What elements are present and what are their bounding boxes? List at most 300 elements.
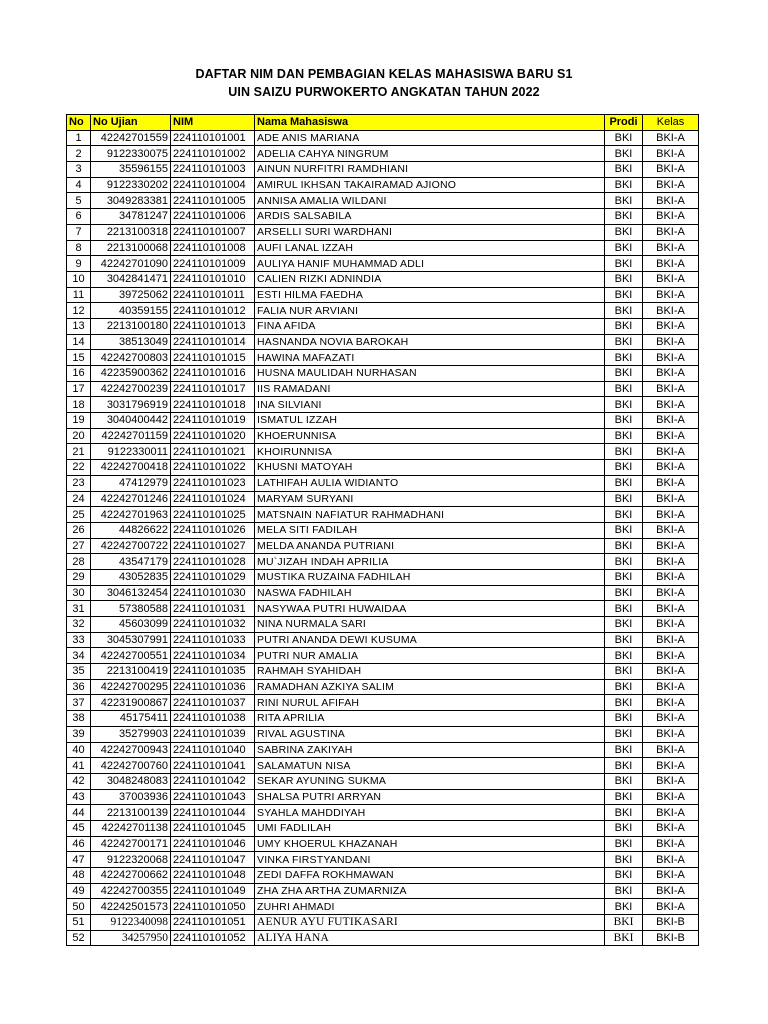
cell-nama: FINA AFIDA (255, 318, 605, 334)
cell-no: 41 (67, 758, 91, 774)
cell-no-ujian: 2213100419 (91, 664, 171, 680)
cell-no: 8 (67, 240, 91, 256)
cell-prodi: BKI (605, 413, 643, 429)
cell-no: 7 (67, 224, 91, 240)
cell-no: 4 (67, 177, 91, 193)
cell-nim: 224110101048 (171, 868, 255, 884)
table-row (67, 381, 699, 397)
cell-no-ujian: 3048248083 (91, 773, 171, 789)
cell-no-ujian: 42242700171 (91, 836, 171, 852)
cell-no-ujian: 9122340098 (91, 915, 171, 931)
cell-prodi: BKI (605, 758, 643, 774)
cell-prodi: BKI (605, 695, 643, 711)
cell-nim: 224110101003 (171, 162, 255, 178)
cell-nama: KHUSNI MATOYAH (255, 460, 605, 476)
cell-nim: 224110101004 (171, 177, 255, 193)
cell-nim: 224110101025 (171, 507, 255, 523)
cell-nim: 224110101014 (171, 334, 255, 350)
cell-kelas: BKI-A (643, 805, 699, 821)
cell-kelas: BKI-A (643, 350, 699, 366)
table-row (67, 569, 699, 585)
cell-nim: 224110101019 (171, 413, 255, 429)
cell-no: 48 (67, 868, 91, 884)
cell-no-ujian: 2213100068 (91, 240, 171, 256)
table-row (67, 350, 699, 366)
table-row (67, 899, 699, 915)
cell-nama: NASYWAA PUTRI HUWAIDAA (255, 601, 605, 617)
cell-kelas: BKI-A (643, 554, 699, 570)
cell-nim: 224110101038 (171, 711, 255, 727)
cell-prodi: BKI (605, 601, 643, 617)
cell-nim: 224110101045 (171, 820, 255, 836)
cell-no: 51 (67, 915, 91, 931)
cell-no-ujian: 42242701963 (91, 507, 171, 523)
table-row (67, 507, 699, 523)
cell-prodi: BKI (605, 428, 643, 444)
cell-no: 44 (67, 805, 91, 821)
cell-nama: AUFI LANAL IZZAH (255, 240, 605, 256)
cell-nim: 224110101008 (171, 240, 255, 256)
cell-no: 14 (67, 334, 91, 350)
table-row (67, 318, 699, 334)
cell-no-ujian: 45175411 (91, 711, 171, 727)
cell-no-ujian: 47412979 (91, 475, 171, 491)
cell-prodi: BKI (605, 664, 643, 680)
cell-no: 22 (67, 460, 91, 476)
cell-kelas: BKI-A (643, 648, 699, 664)
cell-kelas: BKI-A (643, 146, 699, 162)
cell-prodi: BKI (605, 303, 643, 319)
cell-kelas: BKI-A (643, 899, 699, 915)
cell-no-ujian: 9122330011 (91, 444, 171, 460)
cell-prodi: BKI (605, 915, 643, 931)
cell-prodi: BKI (605, 507, 643, 523)
cell-nim: 224110101023 (171, 475, 255, 491)
cell-prodi: BKI (605, 522, 643, 538)
cell-no-ujian: 42242700662 (91, 868, 171, 884)
cell-nama: KHOIRUNNISA (255, 444, 605, 460)
cell-nim: 224110101037 (171, 695, 255, 711)
cell-nama: ESTI HILMA FAEDHA (255, 287, 605, 303)
cell-kelas: BKI-A (643, 130, 699, 146)
table-row (67, 554, 699, 570)
cell-no-ujian: 38513049 (91, 334, 171, 350)
cell-nim: 224110101028 (171, 554, 255, 570)
table-row (67, 538, 699, 554)
cell-prodi: BKI (605, 350, 643, 366)
table-row (67, 162, 699, 178)
cell-prodi: BKI (605, 679, 643, 695)
cell-kelas: BKI-A (643, 162, 699, 178)
cell-kelas: BKI-A (643, 569, 699, 585)
cell-kelas: BKI-A (643, 789, 699, 805)
cell-no: 28 (67, 554, 91, 570)
cell-prodi: BKI (605, 271, 643, 287)
table-row (67, 758, 699, 774)
cell-kelas: BKI-A (643, 883, 699, 899)
cell-nama: PUTRI ANANDA DEWI KUSUMA (255, 632, 605, 648)
cell-no: 5 (67, 193, 91, 209)
table-row (67, 475, 699, 491)
cell-no-ujian: 42242701090 (91, 256, 171, 272)
cell-no: 3 (67, 162, 91, 178)
cell-nama: SABRINA ZAKIYAH (255, 742, 605, 758)
cell-nama: UMY KHOERUL KHAZANAH (255, 836, 605, 852)
cell-kelas: BKI-A (643, 695, 699, 711)
cell-no-ujian: 9122330202 (91, 177, 171, 193)
table-row (67, 444, 699, 460)
cell-prodi: BKI (605, 820, 643, 836)
table-row (67, 679, 699, 695)
table-body (67, 130, 699, 946)
cell-nama: ADELIA CAHYA NINGRUM (255, 146, 605, 162)
cell-prodi: BKI (605, 366, 643, 382)
table-row (67, 852, 699, 868)
table-row (67, 366, 699, 382)
cell-nama: ADE ANIS MARIANA (255, 130, 605, 146)
cell-nama: ZHA ZHA ARTHA ZUMARNIZA (255, 883, 605, 899)
cell-no: 33 (67, 632, 91, 648)
cell-no: 16 (67, 366, 91, 382)
cell-no: 20 (67, 428, 91, 444)
table-row (67, 930, 699, 946)
cell-nim: 224110101022 (171, 460, 255, 476)
cell-nama: MUSTIKA RUZAINA FADHILAH (255, 569, 605, 585)
cell-nim: 224110101001 (171, 130, 255, 146)
cell-kelas: BKI-A (643, 303, 699, 319)
cell-no-ujian: 42242700760 (91, 758, 171, 774)
document-title: DAFTAR NIM DAN PEMBAGIAN KELAS MAHASISWA BARU S1 (195, 67, 573, 81)
cell-nama: UMI FADLILAH (255, 820, 605, 836)
column-header-no-ujian: No Ujian (91, 115, 171, 131)
cell-kelas: BKI-A (643, 742, 699, 758)
cell-nim: 224110101024 (171, 491, 255, 507)
cell-no-ujian: 42242700295 (91, 679, 171, 695)
cell-no-ujian: 35596155 (91, 162, 171, 178)
cell-kelas: BKI-A (643, 428, 699, 444)
cell-nama: RIVAL AGUSTINA (255, 726, 605, 742)
table-row (67, 805, 699, 821)
cell-nama: HUSNA MAULIDAH NURHASAN (255, 366, 605, 382)
cell-no-ujian: 42242701159 (91, 428, 171, 444)
cell-no: 13 (67, 318, 91, 334)
cell-prodi: BKI (605, 538, 643, 554)
table-row (67, 632, 699, 648)
cell-no: 32 (67, 617, 91, 633)
cell-no-ujian: 34781247 (91, 209, 171, 225)
cell-prodi: BKI (605, 632, 643, 648)
cell-nim: 224110101006 (171, 209, 255, 225)
table-row (67, 648, 699, 664)
cell-nama: MELDA ANANDA PUTRIANI (255, 538, 605, 554)
cell-prodi: BKI (605, 193, 643, 209)
cell-prodi: BKI (605, 444, 643, 460)
cell-no: 11 (67, 287, 91, 303)
cell-nim: 224110101033 (171, 632, 255, 648)
cell-kelas: BKI-B (643, 915, 699, 931)
cell-no-ujian: 40359155 (91, 303, 171, 319)
table-row (67, 428, 699, 444)
cell-prodi: BKI (605, 789, 643, 805)
cell-no-ujian: 45603099 (91, 617, 171, 633)
cell-kelas: BKI-A (643, 507, 699, 523)
cell-no-ujian: 44826622 (91, 522, 171, 538)
cell-nim: 224110101009 (171, 256, 255, 272)
cell-nim: 224110101046 (171, 836, 255, 852)
table-row (67, 256, 699, 272)
cell-prodi: BKI (605, 334, 643, 350)
cell-no: 29 (67, 569, 91, 585)
cell-prodi: BKI (605, 836, 643, 852)
table-row (67, 773, 699, 789)
cell-kelas: BKI-A (643, 601, 699, 617)
cell-kelas: BKI-A (643, 585, 699, 601)
cell-nim: 224110101012 (171, 303, 255, 319)
cell-no: 40 (67, 742, 91, 758)
cell-nama: AINUN NURFITRI RAMDHIANI (255, 162, 605, 178)
cell-kelas: BKI-A (643, 664, 699, 680)
table-row (67, 915, 699, 931)
cell-nim: 224110101029 (171, 569, 255, 585)
table-row (67, 726, 699, 742)
cell-kelas: BKI-A (643, 287, 699, 303)
cell-no: 30 (67, 585, 91, 601)
cell-kelas: BKI-A (643, 617, 699, 633)
cell-no: 23 (67, 475, 91, 491)
table-row (67, 460, 699, 476)
cell-nama: SALAMATUN NISA (255, 758, 605, 774)
cell-no-ujian: 9122330075 (91, 146, 171, 162)
cell-kelas: BKI-A (643, 726, 699, 742)
cell-no: 39 (67, 726, 91, 742)
cell-prodi: BKI (605, 711, 643, 727)
cell-nama: LATHIFAH AULIA WIDIANTO (255, 475, 605, 491)
cell-nim: 224110101002 (171, 146, 255, 162)
cell-nim: 224110101021 (171, 444, 255, 460)
cell-no-ujian: 42231900867 (91, 695, 171, 711)
cell-prodi: BKI (605, 617, 643, 633)
cell-no: 17 (67, 381, 91, 397)
cell-no-ujian: 3031796919 (91, 397, 171, 413)
student-table (66, 114, 699, 946)
cell-no-ujian: 3045307991 (91, 632, 171, 648)
table-row (67, 413, 699, 429)
cell-kelas: BKI-A (643, 460, 699, 476)
cell-nama: VINKA FIRSTYANDANI (255, 852, 605, 868)
cell-prodi: BKI (605, 224, 643, 240)
cell-nim: 224110101047 (171, 852, 255, 868)
cell-nim: 224110101032 (171, 617, 255, 633)
cell-kelas: BKI-A (643, 193, 699, 209)
cell-no-ujian: 43052835 (91, 569, 171, 585)
cell-nim: 224110101043 (171, 789, 255, 805)
cell-no: 45 (67, 820, 91, 836)
table-row (67, 146, 699, 162)
cell-no: 24 (67, 491, 91, 507)
table-row (67, 664, 699, 680)
cell-prodi: BKI (605, 397, 643, 413)
cell-prodi: BKI (605, 726, 643, 742)
cell-nama: SHALSA PUTRI ARRYAN (255, 789, 605, 805)
cell-kelas: BKI-A (643, 177, 699, 193)
cell-kelas: BKI-A (643, 256, 699, 272)
cell-no: 47 (67, 852, 91, 868)
cell-no: 37 (67, 695, 91, 711)
cell-prodi: BKI (605, 177, 643, 193)
cell-nama: ALIYA HANA (255, 930, 605, 946)
table-row (67, 303, 699, 319)
cell-prodi: BKI (605, 930, 643, 946)
cell-no: 6 (67, 209, 91, 225)
cell-no-ujian: 42242700418 (91, 460, 171, 476)
column-header-nim: NIM (171, 115, 255, 131)
cell-nama: CALIEN RIZKI ADNINDIA (255, 271, 605, 287)
cell-nim: 224110101017 (171, 381, 255, 397)
cell-nim: 224110101035 (171, 664, 255, 680)
table-row (67, 617, 699, 633)
cell-nim: 224110101010 (171, 271, 255, 287)
cell-kelas: BKI-A (643, 397, 699, 413)
cell-nim: 224110101050 (171, 899, 255, 915)
cell-nama: ARDIS SALSABILA (255, 209, 605, 225)
cell-no-ujian: 42242700722 (91, 538, 171, 554)
cell-nim: 224110101026 (171, 522, 255, 538)
cell-no: 50 (67, 899, 91, 915)
cell-no-ujian: 42242700943 (91, 742, 171, 758)
cell-kelas: BKI-A (643, 491, 699, 507)
cell-no: 46 (67, 836, 91, 852)
cell-prodi: BKI (605, 569, 643, 585)
cell-nama: MU`JIZAH INDAH APRILIA (255, 554, 605, 570)
cell-prodi: BKI (605, 130, 643, 146)
cell-kelas: BKI-A (643, 366, 699, 382)
table-header-row (67, 115, 699, 131)
cell-kelas: BKI-A (643, 852, 699, 868)
cell-kelas: BKI-A (643, 209, 699, 225)
cell-prodi: BKI (605, 585, 643, 601)
cell-no: 25 (67, 507, 91, 523)
cell-nim: 224110101049 (171, 883, 255, 899)
cell-no-ujian: 57380588 (91, 601, 171, 617)
cell-prodi: BKI (605, 146, 643, 162)
cell-nama: PUTRI NUR AMALIA (255, 648, 605, 664)
cell-no-ujian: 9122320068 (91, 852, 171, 868)
cell-kelas: BKI-A (643, 868, 699, 884)
cell-no-ujian: 43547179 (91, 554, 171, 570)
cell-prodi: BKI (605, 475, 643, 491)
cell-prodi: BKI (605, 491, 643, 507)
table-row (67, 585, 699, 601)
cell-kelas: BKI-A (643, 413, 699, 429)
cell-no-ujian: 42242700803 (91, 350, 171, 366)
table-row (67, 491, 699, 507)
cell-nama: ZEDI DAFFA ROKHMAWAN (255, 868, 605, 884)
cell-no: 34 (67, 648, 91, 664)
table-row (67, 868, 699, 884)
cell-kelas: BKI-B (643, 930, 699, 946)
cell-no-ujian: 2213100139 (91, 805, 171, 821)
table-row (67, 601, 699, 617)
table-row (67, 522, 699, 538)
cell-nama: HASNANDA NOVIA BAROKAH (255, 334, 605, 350)
cell-no-ujian: 3049283381 (91, 193, 171, 209)
cell-prodi: BKI (605, 868, 643, 884)
cell-kelas: BKI-A (643, 758, 699, 774)
cell-prodi: BKI (605, 742, 643, 758)
cell-no-ujian: 2213100318 (91, 224, 171, 240)
cell-nama: MELA SITI FADILAH (255, 522, 605, 538)
column-header-kelas: Kelas (643, 115, 699, 131)
cell-nim: 224110101031 (171, 601, 255, 617)
cell-no-ujian: 3046132454 (91, 585, 171, 601)
cell-no: 1 (67, 130, 91, 146)
cell-nama: FALIA NUR ARVIANI (255, 303, 605, 319)
cell-prodi: BKI (605, 899, 643, 915)
table-row (67, 711, 699, 727)
cell-nim: 224110101039 (171, 726, 255, 742)
cell-nim: 224110101018 (171, 397, 255, 413)
cell-nama: NINA NURMALA SARI (255, 617, 605, 633)
cell-kelas: BKI-A (643, 271, 699, 287)
cell-kelas: BKI-A (643, 679, 699, 695)
table-row (67, 334, 699, 350)
cell-nama: AMIRUL IKHSAN TAKAIRAMAD AJIONO (255, 177, 605, 193)
cell-no: 26 (67, 522, 91, 538)
column-header-nama: Nama Mahasiswa (255, 115, 605, 131)
cell-no-ujian: 42242701138 (91, 820, 171, 836)
cell-nama: SYAHLA MAHDDIYAH (255, 805, 605, 821)
cell-kelas: BKI-A (643, 318, 699, 334)
cell-no: 31 (67, 601, 91, 617)
table-row (67, 695, 699, 711)
column-header-no: No (67, 115, 91, 131)
cell-nim: 224110101016 (171, 366, 255, 382)
cell-nim: 224110101041 (171, 758, 255, 774)
cell-kelas: BKI-A (643, 538, 699, 554)
cell-no-ujian: 42242700355 (91, 883, 171, 899)
cell-no: 38 (67, 711, 91, 727)
cell-no-ujian: 42242501573 (91, 899, 171, 915)
cell-no-ujian: 42242701559 (91, 130, 171, 146)
cell-no: 49 (67, 883, 91, 899)
cell-no: 18 (67, 397, 91, 413)
cell-prodi: BKI (605, 287, 643, 303)
cell-no: 2 (67, 146, 91, 162)
cell-prodi: BKI (605, 852, 643, 868)
table-row (67, 397, 699, 413)
table-row (67, 209, 699, 225)
cell-kelas: BKI-A (643, 334, 699, 350)
cell-nama: INA SILVIANI (255, 397, 605, 413)
cell-kelas: BKI-A (643, 522, 699, 538)
cell-nama: HAWINA MAFAZATI (255, 350, 605, 366)
cell-no: 52 (67, 930, 91, 946)
cell-nim: 224110101036 (171, 679, 255, 695)
cell-prodi: BKI (605, 162, 643, 178)
cell-prodi: BKI (605, 773, 643, 789)
cell-nama: SEKAR AYUNING SUKMA (255, 773, 605, 789)
cell-nim: 224110101013 (171, 318, 255, 334)
cell-nama: RITA APRILIA (255, 711, 605, 727)
cell-nim: 224110101052 (171, 930, 255, 946)
cell-nama: RAHMAH SYAHIDAH (255, 664, 605, 680)
cell-no-ujian: 35279903 (91, 726, 171, 742)
cell-kelas: BKI-A (643, 836, 699, 852)
cell-nama: AENUR AYU FUTIKASARI (255, 915, 605, 931)
cell-nim: 224110101030 (171, 585, 255, 601)
cell-kelas: BKI-A (643, 773, 699, 789)
cell-no: 10 (67, 271, 91, 287)
